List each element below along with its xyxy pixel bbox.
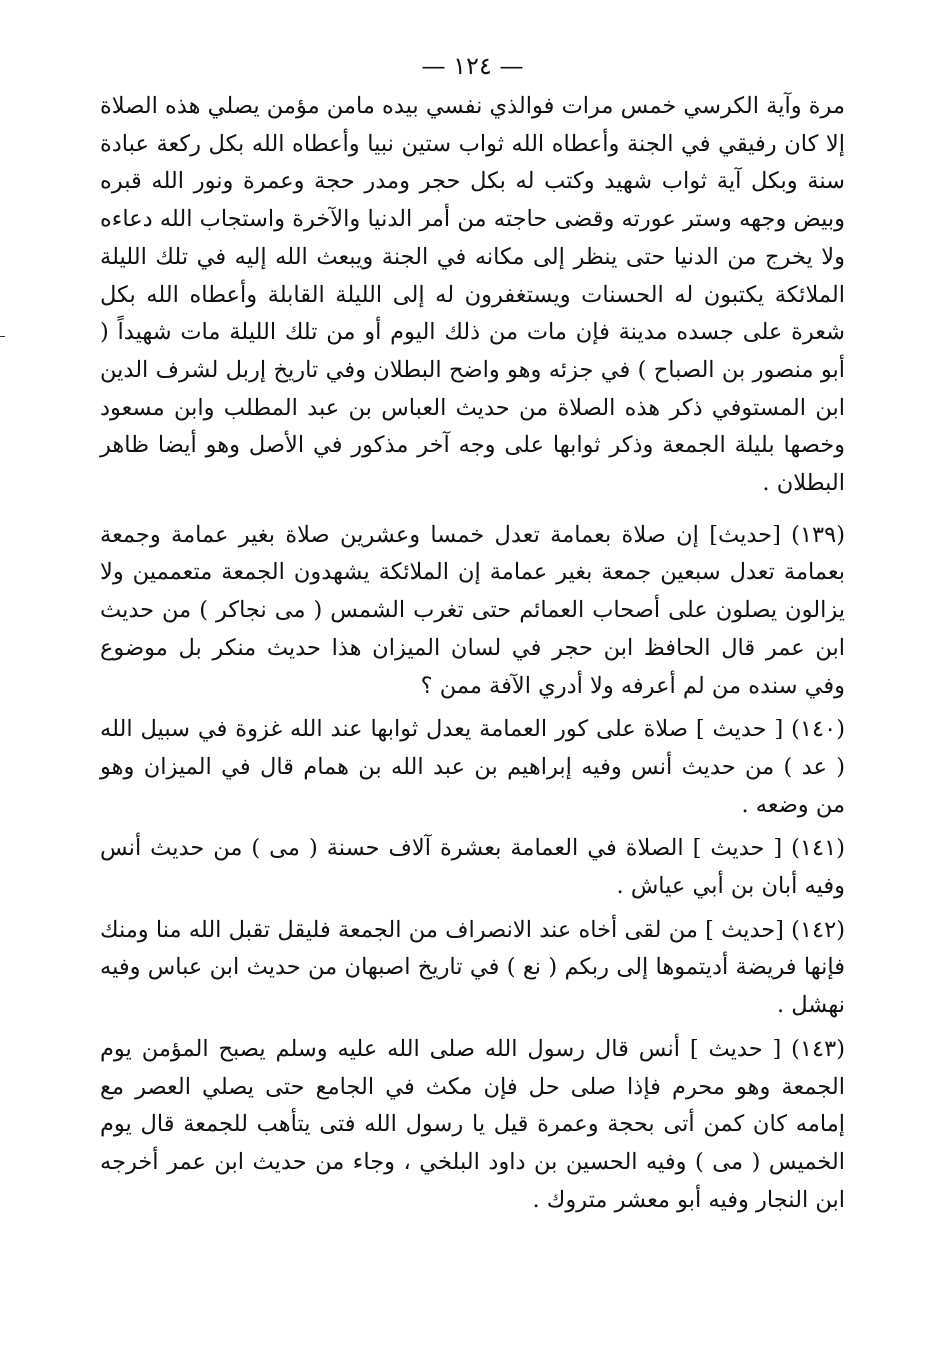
paragraph-continuation: مرة وآية الكرسي خمس مرات فوالذي نفسي بيده مامن مؤمن يصلي هذه الصلاة إلا كان رفيقي في الجنة وأعطاه الله ثواب ستين نبيا وأعطاه الله بكل ركعة عبادة سنة وبكل آية ثواب شهيد وكتب له بكل حجر ومدر حجة وعمرة ونور الله قبره وبيض وجهه وستر عورته وقضى حاجته من أمر الدنيا والآخرة واستجاب الله دعاءه ولا يخرج من الدنيا حتى ينظر إلى مكانه في الجنة ويبعث الله إليه في تلك الليلة الملائكة يكتبون له الحسنات ويستغفرون له إلى الليلة القابلة وأعطاه الله بكل شعرة على جسده مدينة فإن مات من ذلك اليوم أو من تلك الليلة مات شهيداً ( أبو منصور بن الصباح ) في جزئه وهو واضح البطلان وفي تاريخ إربل لشرف الدين ابن المستوفي ذكر هذه الصلاة من حديث العباس بن عبد المطلب وابن مسعود وخصها بليلة الجمعة وذكر ثوابها على وجه آخر مذكور في الأصل وهو أيضا ظاهر البطلان . <box>100 93 845 497</box>
document-page <box>100 48 845 1225</box>
paragraph-hadith-139: (١٣٩) [حديث] إن صلاة بعمامة تعدل خمسا وعشرين صلاة بغير عمامة وجمعة بعمامة تعدل سبعين جمعة بغير عمامة إن الملائكة يشهدون الجمعة متعممين ولا يزالون يصلون على أصحاب العمائم حتى تغرب الشمس ( مى نجاكر ) من حديث ابن عمر قال الحافظ ابن حجر في لسان الميزان هذا حديث منكر بل موضوع وفي سنده من لم أعرفه ولا أدري الآفة ممن ؟ <box>100 521 845 699</box>
paragraph-hadith-143: (١٤٣) [ حديث ] أنس قال رسول الله صلى الله عليه وسلم يصبح المؤمن يوم الجمعة وهو محرم فإذا صلى حل فإن مكث في الجامع حتى يصلي العصر مع إمامه كان كمن أتى بحجة وعمرة قيل يا رسول الله فتى يتأهب للجمعة قال يوم الخميس ( مى ) وفيه الحسين بن داود البلخي ، وجاء من حديث ابن عمر أخرجه ابن النجار وفيه أبو معشر متروك . <box>100 1035 845 1213</box>
page-number: — ١٢٤ — <box>421 52 524 80</box>
paragraph-hadith-141: (١٤١) [ حديث ] الصلاة في العمامة بعشرة آلاف حسنة ( مى ) من حديث أنس وفيه أبان بن أبي عياش . <box>100 835 845 900</box>
paragraph-hadith-140: (١٤٠) [ حديث ] صلاة على كور العمامة يعدل ثوابها عند الله غزوة في سبيل الله ( عد ) من حديث أنس وفيه إبراهيم بن عبد الله بن همام قال في الميزان وهو من وضعه . <box>100 716 845 818</box>
paragraph-hadith-142: (١٤٢) [حديث ] من لقى أخاه عند الانصراف من الجمعة فليقل تقبل الله منا ومنك فإنها فريضة أديتموها إلى ربكم ( نع ) في تاريخ اصبهان من حديث ابن عباس وفيه نهشل . <box>100 916 845 1019</box>
margin-mark <box>0 336 5 337</box>
